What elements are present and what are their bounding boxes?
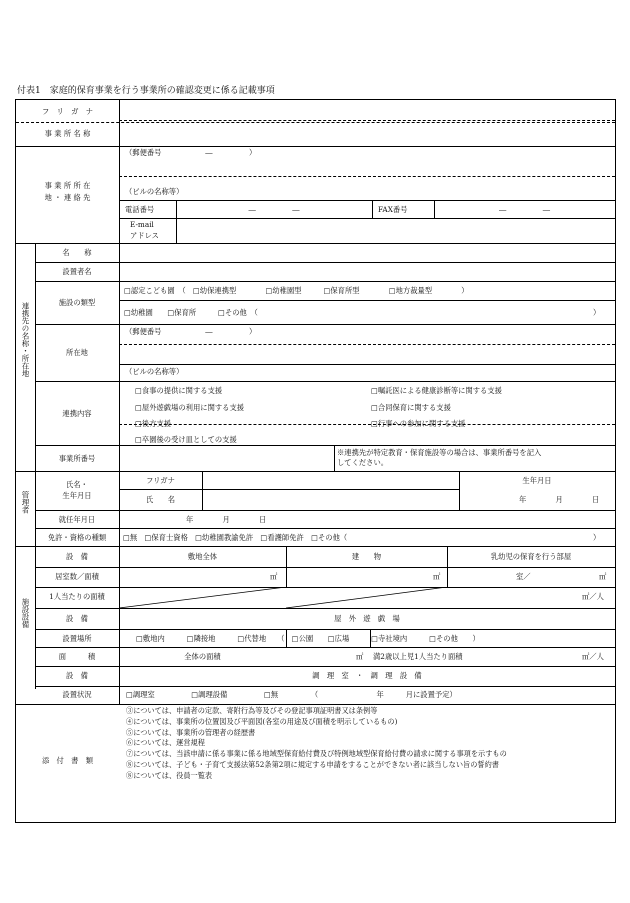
partner-building: （ビルの名称等） [125,367,184,376]
attachment-item: ⑧については、役員一覧表 [126,770,213,780]
office-building: （ビルの名称等） [125,187,184,196]
partner-postal: （郵便番号 ― ） [125,327,257,336]
label-type: 施設の類型 [58,298,96,307]
label-attachments: 添 付 書 類 [41,756,94,765]
side-facility: 施設設備 [21,598,30,628]
content-item-5[interactable]: □後方支援 [135,419,172,428]
label-place: 設置場所 [62,634,92,643]
label-manager-name-1: 氏名・ [66,480,88,489]
label-area-per: 満2歳以上児1人当たり面積 [373,652,463,661]
note-line-1: ※連携先が特定教育・保育施設等の場合は、事業所番号を記入 [337,448,542,457]
label-area-total: 全体の面積 [184,652,221,661]
form-title: 付表1 家庭的保育事業を行う事業所の確認変更に係る記載事項 [17,86,275,96]
label-rooms: 居室数／面積 [55,572,99,581]
status-options[interactable]: □調理室 □調理設備 □無 （ 年 月に設置予定） [126,690,457,699]
attachment-item: ⑤については、事業所の管理者の経歴書 [126,727,256,737]
content-item-2[interactable]: □嘱託医による健康診断等に関する支援 [371,386,502,395]
place-options[interactable]: □敷地内 □隣接地 □代替地 （ □公園 □広場 □寺社境内 □その他 ） [136,634,480,643]
office-postal: （郵便番号 ― ） [125,148,257,157]
content-item-7[interactable]: □卒園後の受け皿としての支援 [135,435,237,444]
label-office-name: 事 業 所 名 称 [44,129,91,138]
label-email-1: E-mail [130,220,154,229]
form-table [15,99,616,823]
attachments-list [126,706,612,782]
per-person-unit: ㎡／人 [582,592,604,601]
label-office-number: 事業所番号 [58,454,96,463]
type-row2[interactable]: □幼稚園 □保育所 □その他 （ [124,308,258,317]
label-manager-furigana: フリガナ [146,476,175,485]
attachment-item: ⑧については、子ども・子育て支援法第52条第2項に規定する申請をすることができない者に該当しない旨の誓約書 [126,759,499,769]
label-manager-shimei: 氏 名 [145,495,176,504]
license-options[interactable]: □無 □保育士資格 □幼稚園教諭免許 □看護師免許 □その他（ [123,533,348,542]
label-playground: 屋 外 遊 戯 場 [334,614,400,623]
label-site: 敷地全体 [187,552,218,561]
label-building: 建 物 [351,552,382,561]
label-content: 連携内容 [62,409,92,418]
label-birth: 生年月日 [522,476,552,485]
note-line-2: してください。 [337,458,389,467]
type-row1[interactable]: □認定こども園 （ □幼保連携型 □幼稚園型 □保育所型 □地方裁量型 ） [124,286,469,295]
side-manager: 管理者 [21,491,30,514]
label-location: 所在地 [66,348,88,357]
content-item-3[interactable]: □屋外遊戯場の利用に関する支援 [135,403,245,412]
tel-value: ― ― [248,205,300,214]
label-fax: FAX番号 [378,205,408,214]
label-appointed: 就任年月日 [58,515,96,524]
label-address-1: 事 業 所 所 在 [44,181,91,190]
label-per-person: 1人当たりの面積 [49,592,105,601]
room-area-unit: ㎡ [599,572,607,581]
label-nursery-room: 乳幼児の保育を行う部屋 [490,552,572,561]
label-founder: 設置者名 [62,267,92,276]
label-equip-2: 設 備 [66,614,88,623]
label-license: 免許・資格の種類 [47,533,107,542]
label-equip-1: 設 備 [66,552,88,561]
content-item-6[interactable]: □行事への参加に関する支援 [371,419,466,428]
attachment-item: ④については、事業所の位置図及び平面図(各室の用途及び面積を明示しているもの) [126,716,398,726]
fax-value: ― ― [498,205,551,214]
label-area: 面 積 [58,652,96,661]
label-status: 設置状況 [62,690,92,699]
license-end: ） [593,533,601,542]
side-partner: 連携先の名称・所在地 [21,302,30,377]
room-unit: 室／ [516,572,531,581]
label-furigana: フ リ ガ ナ [41,107,94,116]
label-kitchen: 調 理 室 ・ 調 理 設 備 [312,671,422,680]
label-manager-name-2: 生年月日 [62,491,92,500]
appointed-value: 年 月 日 [186,515,267,524]
label-email-2: アドレス [130,231,159,240]
label-equip-3: 設 備 [66,671,88,680]
type-row2-end: ） [593,308,601,317]
diagonal-strikes [119,587,447,608]
area-total-unit: ㎡ [356,652,364,661]
site-unit: ㎡ [270,572,278,581]
attachment-item: ③については、申請者の定款、寄附行為等及びその登記事項証明書又は条例等 [126,706,378,715]
birth-value: 年 月 日 [519,495,600,504]
attachment-item: ⑥については、運営規程 [126,738,205,748]
area-per-unit: ㎡／人 [582,652,604,661]
attachment-item: ⑦については、当該申請に係る事業に係る地域型保育給付費及び特例地域型保育給付費の請求に関する事項を示すもの [126,749,507,759]
content-item-4[interactable]: □合同保育に関する支援 [371,403,451,412]
content-item-1[interactable]: □食事の提供に関する支援 [135,386,223,395]
label-partner-name: 名 称 [62,248,92,257]
building-unit: ㎡ [433,572,441,581]
label-tel: 電話番号 [125,205,155,214]
label-address-2: 地 ・ 連 絡 先 [44,193,91,202]
